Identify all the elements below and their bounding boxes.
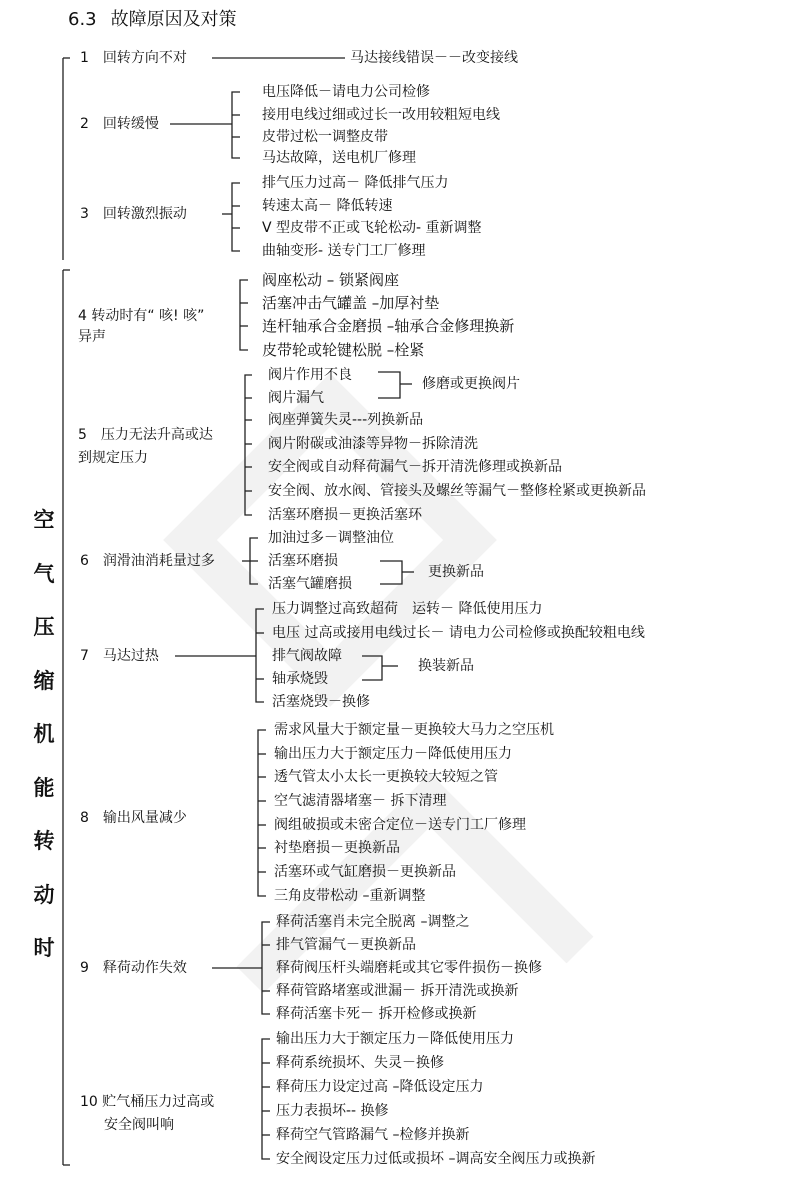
cause-label: 5 压力无法升高或达 xyxy=(78,427,213,443)
remedy-item: 阀座松动 – 锁紧阀座 xyxy=(262,271,400,289)
remedy-item: 活塞气罐磨损 xyxy=(268,576,352,592)
cause-label: 1 回转方向不对 xyxy=(80,50,187,66)
remedy-item: 阀片作用不良 xyxy=(268,367,352,383)
remedy-item: 安全阀或自动释荷漏气－拆开清洗修理或换新品 xyxy=(268,459,562,475)
remedy-item: 输出压力大于额定压力－降低使用压力 xyxy=(274,746,512,762)
remedy-item: 排气阀故障 xyxy=(272,648,342,664)
remedy-item: 压力调整过高致超荷 运转－ 降低使用压力 xyxy=(272,601,543,617)
side-char: 时 xyxy=(33,936,55,960)
remedy-item: 电压降低－请电力公司检修 xyxy=(262,84,430,100)
remedy-item: 接用电线过细或过长一改用较粗短电线 xyxy=(262,107,500,123)
cause-label: 4 转动时有“ 咳! 咳” xyxy=(78,308,205,324)
side-char: 压 xyxy=(33,615,55,639)
side-char: 机 xyxy=(33,722,55,746)
remedy-item: 释荷系统损坏、失灵－换修 xyxy=(276,1055,444,1071)
remedy-item: 透气管太小太长一更换较大较短之管 xyxy=(274,769,498,785)
cause-label: 6 润滑油消耗量过多 xyxy=(80,553,215,569)
group-remedy: 换装新品 xyxy=(418,658,474,674)
side-char: 气 xyxy=(33,561,55,586)
cause-label: 8 输出风量减少 xyxy=(80,810,187,826)
remedy-item: 输出压力大于额定压力－降低使用压力 xyxy=(276,1031,514,1047)
side-char: 能 xyxy=(33,775,55,800)
remedy-item: 阀座弹簧失灵---列换新品 xyxy=(268,412,424,428)
remedy-item: 排气管漏气－更换新品 xyxy=(276,937,416,953)
side-char: 动 xyxy=(33,882,55,907)
cause-label: 9 释荷动作失效 xyxy=(80,960,187,976)
section-heading xyxy=(68,8,237,32)
section-title: 故障原因及对策 xyxy=(110,9,237,30)
remedy-item: 转速太高－ 降低转速 xyxy=(262,198,393,214)
remedy-item: 阀组破损或未密合定位－送专门工厂修理 xyxy=(274,817,526,833)
remedy-item: 释荷阀压杆头端磨耗或其它零件损伤－换修 xyxy=(276,960,542,976)
remedy-item: 阀片附碳或油漆等异物－拆除清洗 xyxy=(268,436,478,452)
remedy-item: 需求风量大于额定量－更换较大马力之空压机 xyxy=(274,722,554,738)
side-char: 空 xyxy=(33,508,55,532)
remedy-item: 空气滤清器堵塞－ 拆下清理 xyxy=(274,793,447,809)
remedy-item: 电压 过高或接用电线过长－ 请电力公司检修或换配较粗电线 xyxy=(272,625,645,641)
remedy-item: 活塞烧毁－换修 xyxy=(272,694,370,710)
remedy-item: 释荷活塞卡死－ 拆开检修或换新 xyxy=(276,1006,477,1022)
cause-label: 10 贮气桶压力过高或 xyxy=(80,1094,215,1110)
remedy-item: 安全阀设定压力过低或损坏 –调高安全阀压力或换新 xyxy=(276,1151,596,1167)
remedy-item: 活塞环或气缸磨损－更换新品 xyxy=(274,864,456,880)
cause-label: 7 马达过热 xyxy=(80,648,159,664)
remedy-item: 排气压力过高－ 降低排气压力 xyxy=(262,175,449,191)
remedy-item: 轴承烧毁 xyxy=(272,671,328,687)
remedy-item: 衬垫磨损－更换新品 xyxy=(274,840,400,856)
cause-label: 安全阀叫响 xyxy=(104,1117,174,1133)
remedy-item: 皮带轮或轮键松脱 –栓紧 xyxy=(262,341,425,359)
remedy-item: 连杆轴承合金磨损 –轴承合金修理换新 xyxy=(262,317,515,335)
remedy-item: 活塞环磨损 xyxy=(268,553,338,569)
remedy-item: 活塞环磨损－更换活塞环 xyxy=(268,507,422,523)
remedy-item: 释荷活塞肖未完全脱离 –调整之 xyxy=(276,914,470,930)
group-remedy: 更换新品 xyxy=(428,564,484,580)
remedy-item: 活塞冲击气罐盖 –加厚衬垫 xyxy=(262,294,440,312)
remedy-item: 释荷管路堵塞或泄漏－ 拆开清洗或换新 xyxy=(276,983,519,999)
remedy-item: V 型皮带不正或飞轮松动- 重新调整 xyxy=(262,220,482,236)
remedy-item: 压力表损坏-- 换修 xyxy=(276,1103,389,1119)
side-title xyxy=(26,494,62,976)
remedy-item: 释荷空气管路漏气 –检修并换新 xyxy=(276,1127,470,1143)
remedy-item: 释荷压力设定过高 –降低设定压力 xyxy=(276,1079,484,1095)
cause-label: 异声 xyxy=(78,329,106,345)
section-number: 6.3 xyxy=(68,9,97,30)
remedy-item: 皮带过松一调整皮带 xyxy=(262,129,388,145)
cause-label: 2 回转缓慢 xyxy=(80,116,159,132)
remedy-item: 马达故障，送电机厂修理 xyxy=(262,150,416,166)
remedy-item: 阀片漏气 xyxy=(268,390,324,406)
remedy-item: 三角皮带松动 –重新调整 xyxy=(274,888,426,904)
side-char: 转 xyxy=(33,829,55,853)
group-remedy: 修磨或更换阀片 xyxy=(422,376,520,392)
cause-label: 到规定压力 xyxy=(78,450,148,466)
cause-label: 3 回转激烈振动 xyxy=(80,206,187,222)
remedy-item: 安全阀、放水阀、管接头及螺丝等漏气－整修栓紧或更换新品 xyxy=(268,483,646,499)
remedy-item: 马达接线错误－－改变接线 xyxy=(350,50,518,66)
remedy-item: 加油过多－调整油位 xyxy=(268,530,394,546)
side-char: 缩 xyxy=(33,668,55,693)
remedy-item: 曲轴变形- 送专门工厂修理 xyxy=(262,243,426,259)
